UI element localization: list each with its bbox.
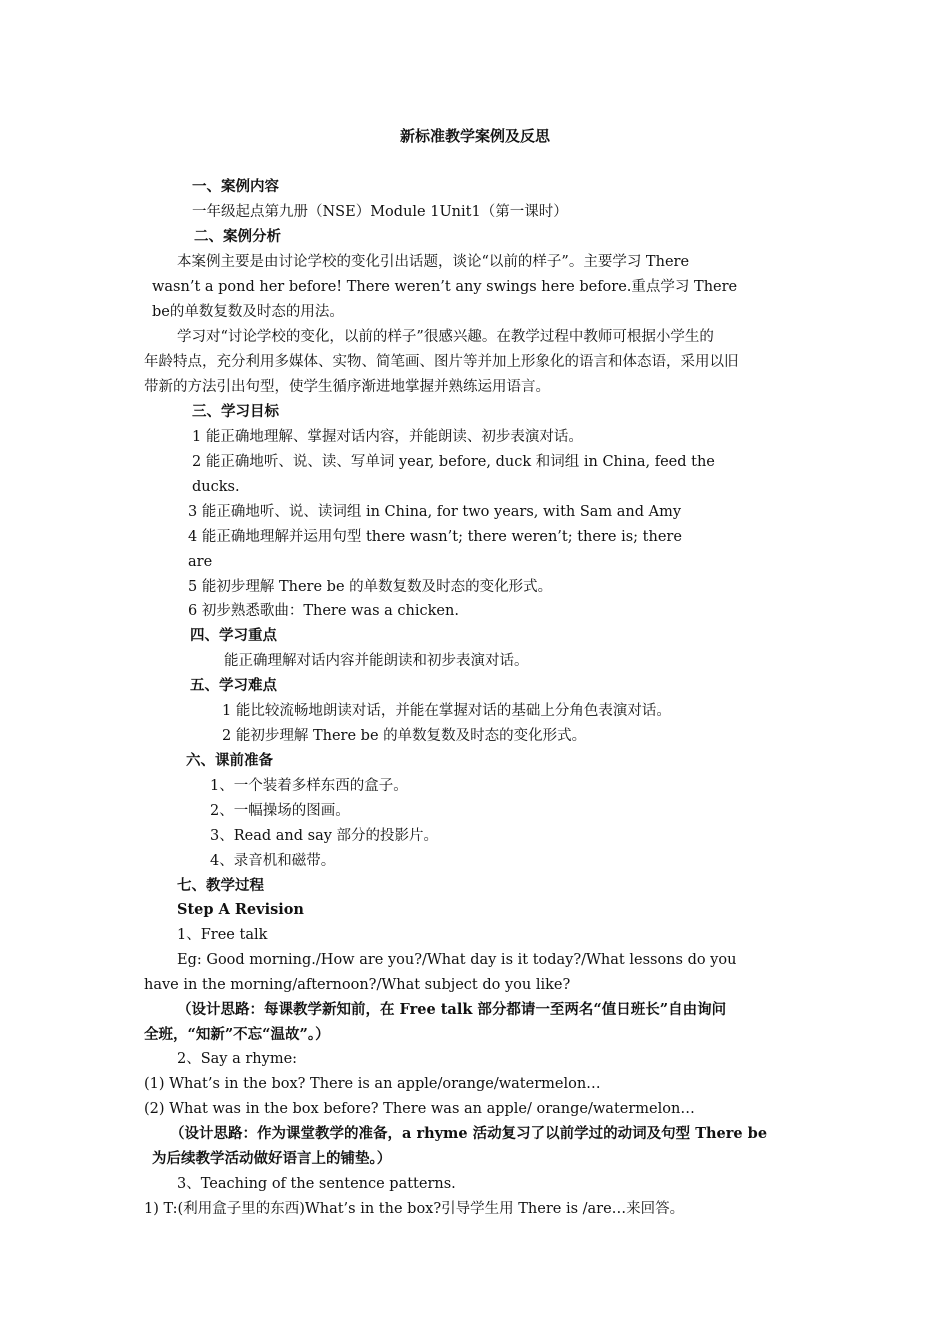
analysis-line: 学习对“讨论学校的变化，以前的样子”很感兴趣。在教学过程中教师可根据小学生的 bbox=[177, 329, 714, 345]
analysis-line: 年龄特点，充分利用多媒体、实物、简笔画、图片等并加上形象化的语言和体态语，采用以旧 bbox=[144, 354, 739, 370]
goal-item: 3 能正确地听、说、读词组 in China, for two years, with Sam and Amy bbox=[188, 504, 682, 520]
design-note: 为后续教学活动做好语言上的铺垫。） bbox=[152, 1150, 392, 1167]
difficulty-item: 2 能初步理解 There be 的单数复数及时态的变化形式。 bbox=[222, 728, 587, 744]
design-note: 全班，“知新”不忘“温故”。） bbox=[144, 1026, 330, 1043]
step-a-heading: Step A Revision bbox=[177, 901, 304, 918]
analysis-line: 本案例主要是由讨论学校的变化引出话题，谈论“以前的样子”。主要学习 There bbox=[177, 254, 690, 270]
goal-item: ducks. bbox=[192, 479, 240, 495]
goal-item: 4 能正确地理解并运用句型 there wasn’t; there weren’t; there is; there bbox=[188, 529, 682, 545]
preparation-item: 4、录音机和磁带。 bbox=[210, 853, 336, 869]
section-heading-key-points: 四、学习重点 bbox=[190, 627, 277, 644]
section-heading-process: 七、教学过程 bbox=[177, 877, 264, 894]
preparation-item: 1、一个装着多样东西的盒子。 bbox=[210, 778, 408, 794]
free-talk-heading: 1、Free talk bbox=[177, 927, 268, 943]
content-text: 一年级起点第九册（NSE）Module 1Unit1（第一课时） bbox=[192, 204, 568, 220]
goal-item: 1 能正确地理解、掌握对话内容，并能朗读、初步表演对话。 bbox=[192, 429, 583, 445]
design-note: （设计思路：每课教学新知前，在 Free talk 部分都请一至两名“值日班长”自由询问 bbox=[177, 1001, 727, 1018]
preparation-item: 2、一幅操场的图画。 bbox=[210, 803, 350, 819]
goal-item: are bbox=[188, 554, 213, 570]
analysis-line: wasn’t a pond her before! There weren’t any swings here before.重点学习 There bbox=[152, 279, 738, 295]
teaching-heading: 3、Teaching of the sentence patterns. bbox=[177, 1176, 456, 1192]
section-heading-analysis: 二、案例分析 bbox=[194, 228, 281, 245]
goal-item: 2 能正确地听、说、读、写单词 year, before, duck 和词组 in China, feed the bbox=[192, 454, 715, 470]
difficulty-item: 1 能比较流畅地朗读对话，并能在掌握对话的基础上分角色表演对话。 bbox=[222, 703, 671, 719]
analysis-line: be的单数复数及时态的用法。 bbox=[152, 304, 344, 320]
analysis-line: 带新的方法引出句型，使学生循序渐进地掌握并熟练运用语言。 bbox=[144, 379, 550, 395]
goal-item: 6 初步熟悉歌曲：There was a chicken. bbox=[188, 603, 459, 619]
rhyme-heading: 2、Say a rhyme: bbox=[177, 1051, 298, 1067]
design-note: （设计思路：作为课堂教学的准备，a rhyme 活动复习了以前学过的动词及句型 There be bbox=[170, 1125, 768, 1142]
section-heading-content: 一、案例内容 bbox=[192, 178, 279, 195]
key-point-text: 能正确理解对话内容并能朗读和初步表演对话。 bbox=[224, 653, 529, 669]
example-line: have in the morning/afternoon?/What subject do you like? bbox=[144, 977, 571, 993]
preparation-item: 3、Read and say 部分的投影片。 bbox=[210, 828, 439, 844]
document-title: 新标准教学案例及反思 bbox=[399, 127, 550, 145]
section-heading-difficulties: 五、学习难点 bbox=[190, 677, 277, 694]
section-heading-goals: 三、学习目标 bbox=[192, 403, 279, 420]
rhyme-line: (2) What was in the box before? There was an apple/ orange/watermelon… bbox=[144, 1101, 695, 1117]
section-heading-preparation: 六、课前准备 bbox=[186, 752, 273, 769]
teaching-line: 1) T:(利用盒子里的东西)What’s in the box?引导学生用 There is /are…来回答。 bbox=[144, 1201, 685, 1217]
rhyme-line: (1) What’s in the box? There is an apple/orange/watermelon… bbox=[144, 1076, 601, 1092]
goal-item: 5 能初步理解 There be 的单数复数及时态的变化形式。 bbox=[188, 579, 553, 595]
example-line: Eg: Good morning./How are you?/What day is it today?/What lessons do you bbox=[177, 952, 737, 968]
